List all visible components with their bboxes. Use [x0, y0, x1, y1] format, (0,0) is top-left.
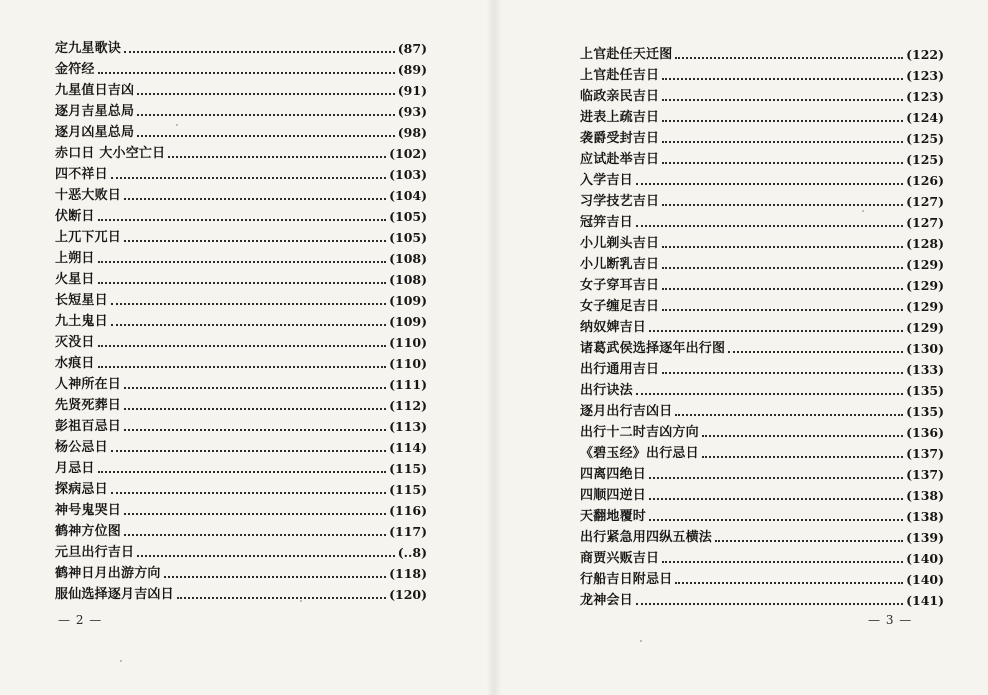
toc-entry-page: (110) — [389, 356, 427, 371]
toc-entry — [580, 191, 944, 212]
dot-leader — [636, 183, 903, 185]
toc-entry-page: (115) — [389, 482, 427, 497]
right-toc-list — [580, 44, 944, 611]
toc-entry — [55, 248, 427, 269]
dot-leader — [662, 78, 903, 80]
toc-entry — [55, 80, 427, 101]
toc-entry-title: 火星日 — [55, 272, 95, 287]
toc-entry-page: (87) — [397, 41, 427, 56]
dot-leader — [98, 471, 386, 473]
toc-entry — [580, 380, 944, 401]
toc-entry-title: 逐月吉星总局 — [55, 104, 135, 119]
dot-leader — [124, 198, 386, 200]
toc-entry-page: (123) — [906, 68, 944, 83]
toc-entry-title: 长短星日 — [55, 293, 108, 308]
toc-entry-title: 诸葛武侯选择逐年出行图 — [580, 341, 726, 356]
toc-entry — [580, 65, 944, 86]
toc-entry-title: 杨公忌日 — [55, 440, 108, 455]
toc-entry-title: 小儿剃头吉日 — [580, 236, 660, 251]
dot-leader — [137, 555, 395, 557]
toc-entry-page: (126) — [906, 173, 944, 188]
right-page-number: — 3 — — [868, 613, 913, 627]
toc-entry-page: (115) — [389, 461, 427, 476]
toc-entry-title: 金符经 — [55, 62, 95, 77]
dot-leader — [649, 498, 903, 500]
dot-leader — [662, 162, 903, 164]
dot-leader — [662, 561, 903, 563]
toc-entry-page: (112) — [389, 398, 427, 413]
toc-entry-page: (102) — [389, 146, 427, 161]
scan-speck — [862, 210, 864, 212]
toc-entry-title: 上官赴任天迁图 — [580, 47, 673, 62]
toc-entry-page: (105) — [389, 209, 427, 224]
toc-entry-title: 习学技艺吉日 — [580, 194, 660, 209]
toc-entry-title: 月忌日 — [55, 461, 95, 476]
toc-entry-page: (124) — [906, 110, 944, 125]
scan-speck — [120, 660, 122, 662]
toc-entry — [55, 521, 427, 542]
toc-entry — [580, 170, 944, 191]
toc-entry-page: (89) — [397, 62, 427, 77]
dot-leader — [98, 261, 386, 263]
toc-entry-page: (105) — [389, 230, 427, 245]
scan-speck — [176, 124, 178, 126]
toc-entry-page: (114) — [389, 440, 427, 455]
toc-entry-page: (140) — [906, 572, 944, 587]
dot-leader — [649, 330, 903, 332]
scan-speck — [640, 640, 642, 642]
toc-entry-title: 鹤神日月出游方向 — [55, 566, 161, 581]
toc-entry — [580, 443, 944, 464]
dot-leader — [662, 246, 903, 248]
toc-entry-page: (118) — [389, 566, 427, 581]
toc-entry — [580, 338, 944, 359]
dot-leader — [98, 219, 386, 221]
toc-entry-page: (113) — [389, 419, 427, 434]
toc-entry-title: 天翻地覆时 — [580, 509, 647, 524]
dot-leader — [675, 57, 903, 59]
toc-entry-title: 《碧玉经》出行忌日 — [580, 446, 699, 461]
toc-entry-title: 出行紧急用四纵五横法 — [580, 530, 713, 545]
toc-entry-title: 九星值日吉凶 — [55, 83, 135, 98]
toc-entry-title: 出行通用吉日 — [580, 362, 660, 377]
toc-entry-page: (138) — [906, 509, 944, 524]
toc-entry-page: (93) — [397, 104, 427, 119]
dot-leader — [124, 513, 386, 515]
toc-entry — [580, 128, 944, 149]
toc-entry — [580, 86, 944, 107]
toc-entry-title: 四顺四逆日 — [580, 488, 647, 503]
dot-leader — [124, 387, 386, 389]
dot-leader — [111, 177, 386, 179]
toc-entry — [580, 296, 944, 317]
toc-entry-title: 十恶大败日 — [55, 188, 122, 203]
toc-entry-page: (137) — [906, 446, 944, 461]
toc-entry — [580, 401, 944, 422]
dot-leader — [636, 225, 903, 227]
toc-entry-title: 四不祥日 — [55, 167, 108, 182]
toc-entry — [55, 458, 427, 479]
toc-entry-page: (103) — [389, 167, 427, 182]
toc-entry-title: 九土鬼日 — [55, 314, 108, 329]
toc-entry-title: 行船吉日附忌日 — [580, 572, 673, 587]
toc-entry — [580, 107, 944, 128]
right-page — [494, 0, 988, 695]
toc-entry-page: (128) — [906, 236, 944, 251]
dot-leader — [662, 204, 903, 206]
toc-entry-page: (123) — [906, 89, 944, 104]
toc-entry — [55, 542, 427, 563]
toc-entry-title: 定九星歌诀 — [55, 41, 122, 56]
dot-leader — [98, 282, 386, 284]
toc-entry-page: (116) — [389, 503, 427, 518]
toc-entry-title: 逐月凶星总局 — [55, 125, 135, 140]
toc-entry-title: 先贤死葬日 — [55, 398, 122, 413]
toc-entry-title: 水痕日 — [55, 356, 95, 371]
toc-entry — [580, 485, 944, 506]
dot-leader — [137, 135, 395, 137]
toc-entry-page: (109) — [389, 314, 427, 329]
toc-entry-title: 神号鬼哭日 — [55, 503, 122, 518]
dot-leader — [164, 576, 386, 578]
toc-entry-page: (127) — [906, 194, 944, 209]
toc-entry-page: (139) — [906, 530, 944, 545]
left-toc-list — [55, 38, 427, 605]
toc-entry-page: (111) — [389, 377, 427, 392]
dot-leader — [662, 372, 903, 374]
toc-entry — [55, 143, 427, 164]
dot-leader — [111, 450, 386, 452]
toc-entry — [580, 44, 944, 65]
toc-entry-page: (125) — [906, 131, 944, 146]
dot-leader — [137, 114, 395, 116]
toc-entry-page: (127) — [906, 215, 944, 230]
dot-leader — [702, 435, 903, 437]
toc-entry-title: 冠笄吉日 — [580, 215, 633, 230]
toc-entry — [580, 506, 944, 527]
toc-entry-title: 人神所在日 — [55, 377, 122, 392]
dot-leader — [177, 597, 386, 599]
dot-leader — [728, 351, 903, 353]
dot-leader — [649, 477, 903, 479]
toc-entry — [55, 479, 427, 500]
dot-leader — [111, 324, 386, 326]
dot-leader — [662, 309, 903, 311]
toc-entry-page: (133) — [906, 362, 944, 377]
toc-entry-page: (104) — [389, 188, 427, 203]
toc-entry — [55, 185, 427, 206]
toc-entry — [55, 290, 427, 311]
toc-entry — [55, 311, 427, 332]
toc-entry-page: (108) — [389, 272, 427, 287]
toc-entry-page: (141) — [906, 593, 944, 608]
toc-entry-page: (110) — [389, 335, 427, 350]
dot-leader — [124, 534, 386, 536]
toc-entry-title: 应试赴举吉日 — [580, 152, 660, 167]
toc-entry-page: (108) — [389, 251, 427, 266]
toc-entry-page: (98) — [397, 125, 427, 140]
toc-entry — [55, 38, 427, 59]
dot-leader — [111, 303, 386, 305]
toc-entry — [580, 569, 944, 590]
toc-entry — [55, 437, 427, 458]
toc-entry-page: (130) — [906, 341, 944, 356]
dot-leader — [702, 456, 903, 458]
toc-entry — [580, 422, 944, 443]
toc-entry-page: (122) — [906, 47, 944, 62]
toc-entry — [55, 164, 427, 185]
toc-entry — [55, 101, 427, 122]
toc-entry-page: (..8) — [397, 545, 427, 560]
toc-entry-page: (117) — [389, 524, 427, 539]
toc-entry — [580, 149, 944, 170]
dot-leader — [137, 93, 395, 95]
dot-leader — [662, 288, 903, 290]
toc-entry-title: 服仙选择逐月吉凶日 — [55, 587, 174, 602]
dot-leader — [715, 540, 903, 542]
toc-entry-page: (120) — [389, 587, 427, 602]
toc-entry-title: 纳奴婢吉日 — [580, 320, 647, 335]
dot-leader — [662, 141, 903, 143]
dot-leader — [98, 72, 395, 74]
dot-leader — [98, 345, 386, 347]
toc-entry — [580, 527, 944, 548]
toc-entry-page: (129) — [906, 257, 944, 272]
toc-entry-title: 临政亲民吉日 — [580, 89, 660, 104]
toc-entry-page: (129) — [906, 299, 944, 314]
toc-entry — [55, 500, 427, 521]
dot-leader — [124, 240, 386, 242]
dot-leader — [662, 99, 903, 101]
toc-entry — [55, 374, 427, 395]
dot-leader — [636, 393, 903, 395]
toc-entry — [580, 317, 944, 338]
toc-entry-title: 商贾兴贩吉日 — [580, 551, 660, 566]
toc-entry — [580, 359, 944, 380]
toc-entry-title: 四离四绝日 — [580, 467, 647, 482]
toc-entry — [55, 59, 427, 80]
toc-entry — [580, 275, 944, 296]
toc-entry-title: 赤口日 大小空亡日 — [55, 146, 166, 161]
toc-entry — [55, 584, 427, 605]
toc-entry-title: 入学吉日 — [580, 173, 633, 188]
toc-entry-page: (129) — [906, 320, 944, 335]
toc-entry — [580, 233, 944, 254]
toc-entry-title: 出行诀法 — [580, 383, 633, 398]
toc-entry-page: (140) — [906, 551, 944, 566]
toc-entry-page: (109) — [389, 293, 427, 308]
toc-entry-title: 灭没日 — [55, 335, 95, 350]
toc-entry — [55, 395, 427, 416]
toc-entry-title: 小儿断乳吉日 — [580, 257, 660, 272]
toc-entry-page: (129) — [906, 278, 944, 293]
dot-leader — [649, 519, 903, 521]
scan-speck — [300, 600, 302, 602]
toc-entry-page: (91) — [397, 83, 427, 98]
toc-entry-page: (136) — [906, 425, 944, 440]
toc-entry-page: (137) — [906, 467, 944, 482]
toc-entry-title: 上兀下兀日 — [55, 230, 122, 245]
dot-leader — [168, 156, 386, 158]
toc-entry — [580, 254, 944, 275]
toc-entry-title: 探病忌日 — [55, 482, 108, 497]
dot-leader — [111, 492, 386, 494]
toc-entry-page: (138) — [906, 488, 944, 503]
toc-entry-title: 上朔日 — [55, 251, 95, 266]
toc-entry-title: 逐月出行吉凶日 — [580, 404, 673, 419]
toc-entry — [55, 563, 427, 584]
toc-entry — [55, 122, 427, 143]
toc-entry — [580, 464, 944, 485]
toc-entry-title: 袭爵受封吉日 — [580, 131, 660, 146]
toc-entry — [580, 212, 944, 233]
toc-entry — [55, 227, 427, 248]
toc-entry-title: 元旦出行吉日 — [55, 545, 135, 560]
toc-entry — [55, 416, 427, 437]
toc-entry — [580, 590, 944, 611]
toc-entry — [55, 206, 427, 227]
toc-entry — [55, 332, 427, 353]
dot-leader — [675, 414, 903, 416]
toc-entry-title: 上官赴任吉日 — [580, 68, 660, 83]
dot-leader — [636, 603, 903, 605]
toc-entry — [580, 548, 944, 569]
toc-entry-title: 鹤神方位图 — [55, 524, 122, 539]
toc-entry-title: 出行十二时吉凶方向 — [580, 425, 699, 440]
toc-entry-page: (135) — [906, 383, 944, 398]
toc-entry-title: 女子穿耳吉日 — [580, 278, 660, 293]
toc-entry-page: (125) — [906, 152, 944, 167]
toc-entry-title: 龙神会日 — [580, 593, 633, 608]
left-page-number: — 2 — — [58, 613, 103, 627]
dot-leader — [98, 366, 386, 368]
dot-leader — [124, 408, 386, 410]
dot-leader — [124, 429, 386, 431]
toc-entry-page: (135) — [906, 404, 944, 419]
toc-entry — [55, 269, 427, 290]
toc-entry-title: 伏断日 — [55, 209, 95, 224]
dot-leader — [662, 267, 903, 269]
dot-leader — [675, 582, 903, 584]
toc-entry-title: 彭祖百忌日 — [55, 419, 122, 434]
dot-leader — [662, 120, 903, 122]
toc-entry-title: 进表上疏吉日 — [580, 110, 660, 125]
toc-entry-title: 女子缠足吉日 — [580, 299, 660, 314]
dot-leader — [124, 51, 395, 53]
toc-entry — [55, 353, 427, 374]
